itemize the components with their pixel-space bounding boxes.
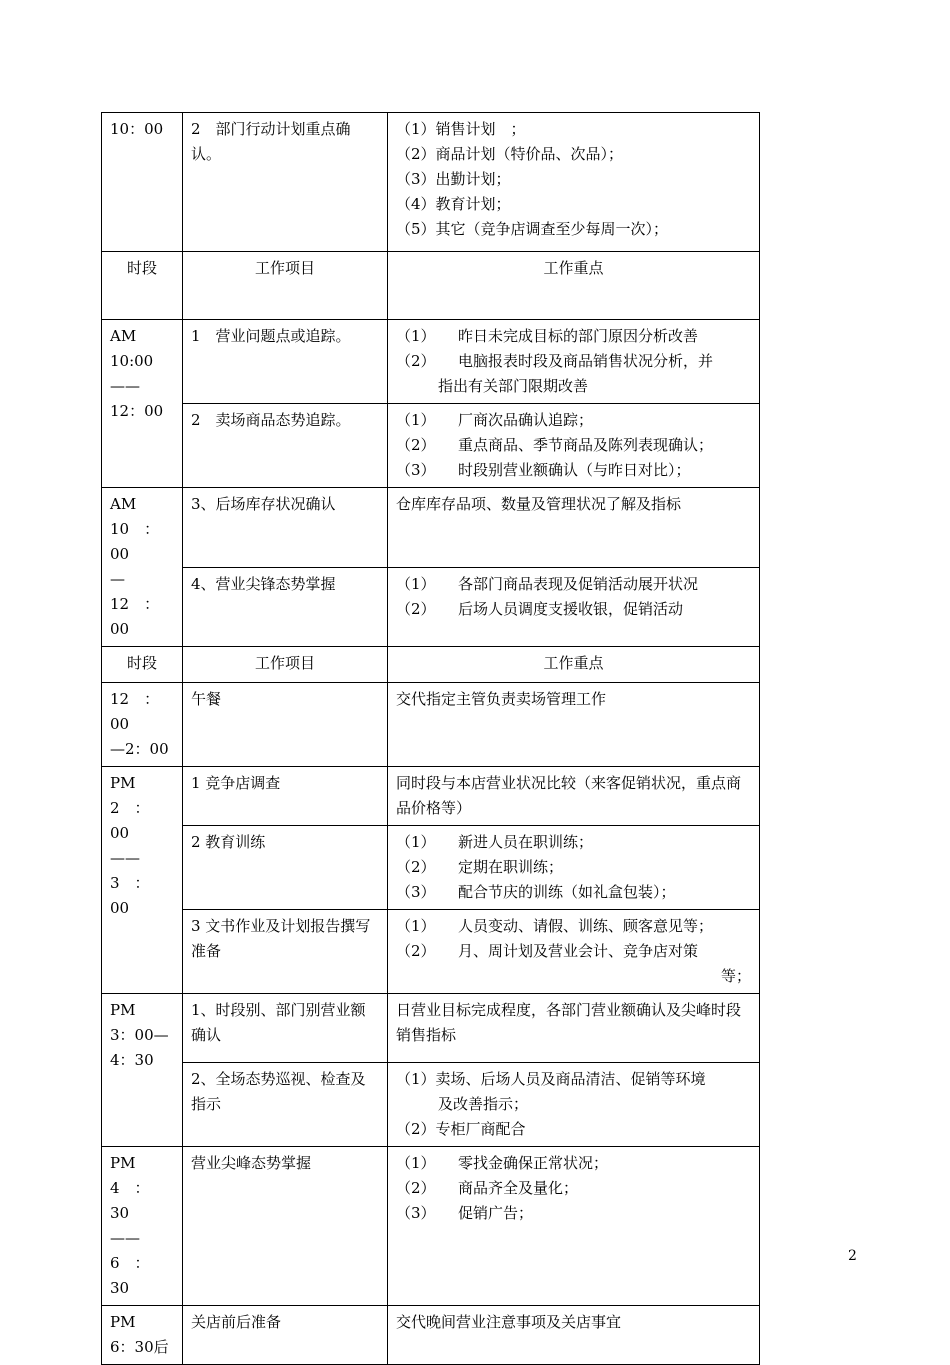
table-row bbox=[102, 567, 760, 647]
time-cell bbox=[102, 113, 183, 252]
table-row bbox=[102, 826, 760, 910]
item-cell bbox=[183, 1306, 388, 1365]
point-line: （2）商品计划（特价品、次品）； bbox=[396, 145, 624, 163]
page-number: 2 bbox=[848, 1248, 857, 1264]
points-cell bbox=[388, 767, 760, 826]
item-text: 1 营业问题点或追踪。 bbox=[191, 327, 351, 345]
item-text: 午餐 bbox=[191, 690, 222, 708]
time-line: 10 ： 00 bbox=[110, 520, 167, 563]
item-text: 关店前后准备 bbox=[191, 1313, 282, 1331]
item-cell bbox=[183, 113, 388, 252]
time-line: ——6 ： bbox=[110, 1229, 150, 1272]
time-line: AM bbox=[110, 495, 137, 513]
time-line: 00 bbox=[110, 899, 130, 917]
header-time: 时段 bbox=[102, 647, 183, 683]
item-text: 2 卖场商品态势追踪。 bbox=[191, 411, 351, 429]
item-text: 3、后场库存状况确认 bbox=[191, 495, 336, 513]
points-cell bbox=[388, 1147, 760, 1306]
points-cell bbox=[388, 320, 760, 404]
item-text: 1、时段别、部门别营业额确认 bbox=[191, 1001, 366, 1044]
time-line: 00 bbox=[110, 620, 130, 638]
table-row bbox=[102, 683, 760, 767]
item-cell bbox=[183, 1147, 388, 1306]
time-line: 12：00 bbox=[110, 402, 164, 420]
table-row bbox=[102, 994, 760, 1063]
time-line: —12 ： bbox=[110, 570, 160, 613]
item-text: 1 竞争店调查 bbox=[191, 774, 281, 792]
point-line: （1）卖场、后场人员及商品清洁、促销等环境 bbox=[396, 1070, 706, 1088]
point-line: （1） 厂商次品确认追踪； bbox=[396, 411, 594, 429]
point-text: 同时段与本店营业状况比较（来客促销状况，重点商品价格等） bbox=[396, 774, 742, 817]
header-points: 工作重点 bbox=[388, 252, 760, 320]
time-line: ——3 ： bbox=[110, 849, 150, 892]
item-cell bbox=[183, 567, 388, 647]
table-header-row bbox=[102, 252, 760, 320]
point-line: 等； bbox=[720, 967, 751, 985]
time-line: —— bbox=[110, 377, 140, 395]
point-line: （3） 时段别营业额确认（与昨日对比）； bbox=[396, 461, 691, 479]
item-text: 4、营业尖锋态势掌握 bbox=[191, 574, 336, 593]
item-cell bbox=[183, 488, 388, 568]
point-line: （2） 月、周计划及营业会计、竞争店对策 bbox=[396, 942, 699, 960]
table-row bbox=[102, 113, 760, 252]
point-line: （1） 新进人员在职训练； bbox=[396, 833, 594, 851]
time-line: PM bbox=[110, 1001, 136, 1019]
point-line: （2） 电脑报表时段及商品销售状况分析，并 bbox=[396, 352, 714, 370]
time-cell bbox=[102, 1306, 183, 1365]
item-text: 2 部门行动计划重点确认。 bbox=[191, 120, 351, 163]
point-text: 仓库库存品项、数量及管理状况了解及指标 bbox=[396, 495, 682, 513]
points-cell bbox=[388, 1063, 760, 1147]
point-text: 交代指定主管负责卖场管理工作 bbox=[396, 690, 607, 708]
point-line: （1） 昨日未完成目标的部门原因分析改善 bbox=[396, 327, 699, 345]
item-cell bbox=[183, 683, 388, 767]
item-text: 2 教育训练 bbox=[191, 833, 266, 851]
item-cell bbox=[183, 404, 388, 488]
time-line: PM bbox=[110, 774, 136, 792]
table-row bbox=[102, 404, 760, 488]
time-text: 10：00 bbox=[110, 120, 164, 138]
points-cell bbox=[388, 910, 760, 994]
point-line: （2） 后场人员调度支援收银，促销活动 bbox=[396, 599, 684, 618]
point-line: （1） 各部门商品表现及促销活动展开状况 bbox=[396, 574, 699, 593]
time-cell bbox=[102, 683, 183, 767]
time-cell bbox=[102, 1147, 183, 1306]
item-cell bbox=[183, 994, 388, 1063]
points-cell bbox=[388, 826, 760, 910]
header-time: 时段 bbox=[102, 252, 183, 320]
header-points: 工作重点 bbox=[388, 647, 760, 683]
time-line: 2 ： 00 bbox=[110, 799, 158, 842]
point-line: （3） 配合节庆的训练（如礼盒包装）； bbox=[396, 883, 676, 901]
time-line: —2：00 bbox=[110, 740, 169, 758]
item-text: 2、全场态势巡视、检查及指示 bbox=[191, 1070, 366, 1113]
point-line: （5）其它（竞争店调查至少每周一次）； bbox=[396, 220, 669, 238]
time-cell bbox=[102, 767, 183, 994]
points-cell bbox=[388, 683, 760, 767]
points-cell bbox=[388, 994, 760, 1063]
header-item: 工作项目 bbox=[183, 647, 388, 683]
table-row bbox=[102, 767, 760, 826]
table-row bbox=[102, 488, 760, 568]
item-cell bbox=[183, 320, 388, 404]
point-line: 及改善指示； bbox=[438, 1095, 529, 1113]
item-text: 3 文书作业及计划报告撰写准备 bbox=[191, 917, 371, 960]
points-cell bbox=[388, 1306, 760, 1365]
time-cell bbox=[102, 488, 183, 647]
time-line: PM bbox=[110, 1313, 136, 1331]
point-line: （3）出勤计划； bbox=[396, 170, 511, 188]
table-row bbox=[102, 1063, 760, 1147]
table-row bbox=[102, 1147, 760, 1306]
item-text: 营业尖峰态势掌握 bbox=[191, 1154, 312, 1172]
time-line: AM bbox=[110, 327, 137, 345]
table-row bbox=[102, 320, 760, 404]
table-row bbox=[102, 910, 760, 994]
point-line: （4）教育计划； bbox=[396, 195, 511, 213]
point-line: （2） 重点商品、季节商品及陈列表现确认； bbox=[396, 436, 714, 454]
time-cell bbox=[102, 994, 183, 1147]
item-cell bbox=[183, 826, 388, 910]
time-line: 4 ： 30 bbox=[110, 1179, 158, 1222]
time-line: 6：30后 bbox=[110, 1338, 169, 1356]
table-header-row bbox=[102, 647, 760, 683]
points-cell bbox=[388, 404, 760, 488]
schedule-table bbox=[101, 112, 760, 1365]
point-line: （1） 零找金确保正常状况； bbox=[396, 1154, 609, 1172]
header-item: 工作项目 bbox=[183, 252, 388, 320]
item-cell bbox=[183, 910, 388, 994]
time-line: PM bbox=[110, 1154, 136, 1172]
time-line: 12 ： 00 bbox=[110, 690, 167, 733]
item-cell bbox=[183, 767, 388, 826]
point-text: 日营业目标完成程度，各部门营业额确认及尖峰时段销售指标 bbox=[396, 1001, 742, 1044]
points-cell bbox=[388, 567, 760, 647]
time-line: 4：30 bbox=[110, 1051, 154, 1069]
point-text: 交代晚间营业注意事项及关店事宜 bbox=[396, 1313, 622, 1331]
point-line: （1）销售计划 ； bbox=[396, 120, 526, 138]
points-cell bbox=[388, 113, 760, 252]
time-cell bbox=[102, 320, 183, 488]
table-row bbox=[102, 1306, 760, 1365]
point-line: （2） 商品齐全及量化； bbox=[396, 1179, 579, 1197]
time-line: 3：00— bbox=[110, 1026, 169, 1044]
point-line: （2） 定期在职训练； bbox=[396, 858, 564, 876]
point-line: 指出有关部门限期改善 bbox=[438, 377, 589, 395]
point-line: （1） 人员变动、请假、训练、顾客意见等； bbox=[396, 917, 714, 935]
time-line: 30 bbox=[110, 1279, 130, 1297]
item-cell bbox=[183, 1063, 388, 1147]
point-line: （3） 促销广告； bbox=[396, 1204, 534, 1222]
points-cell bbox=[388, 488, 760, 568]
point-line: （2）专柜厂商配合 bbox=[396, 1120, 526, 1138]
time-line: 10:00 bbox=[110, 352, 154, 370]
